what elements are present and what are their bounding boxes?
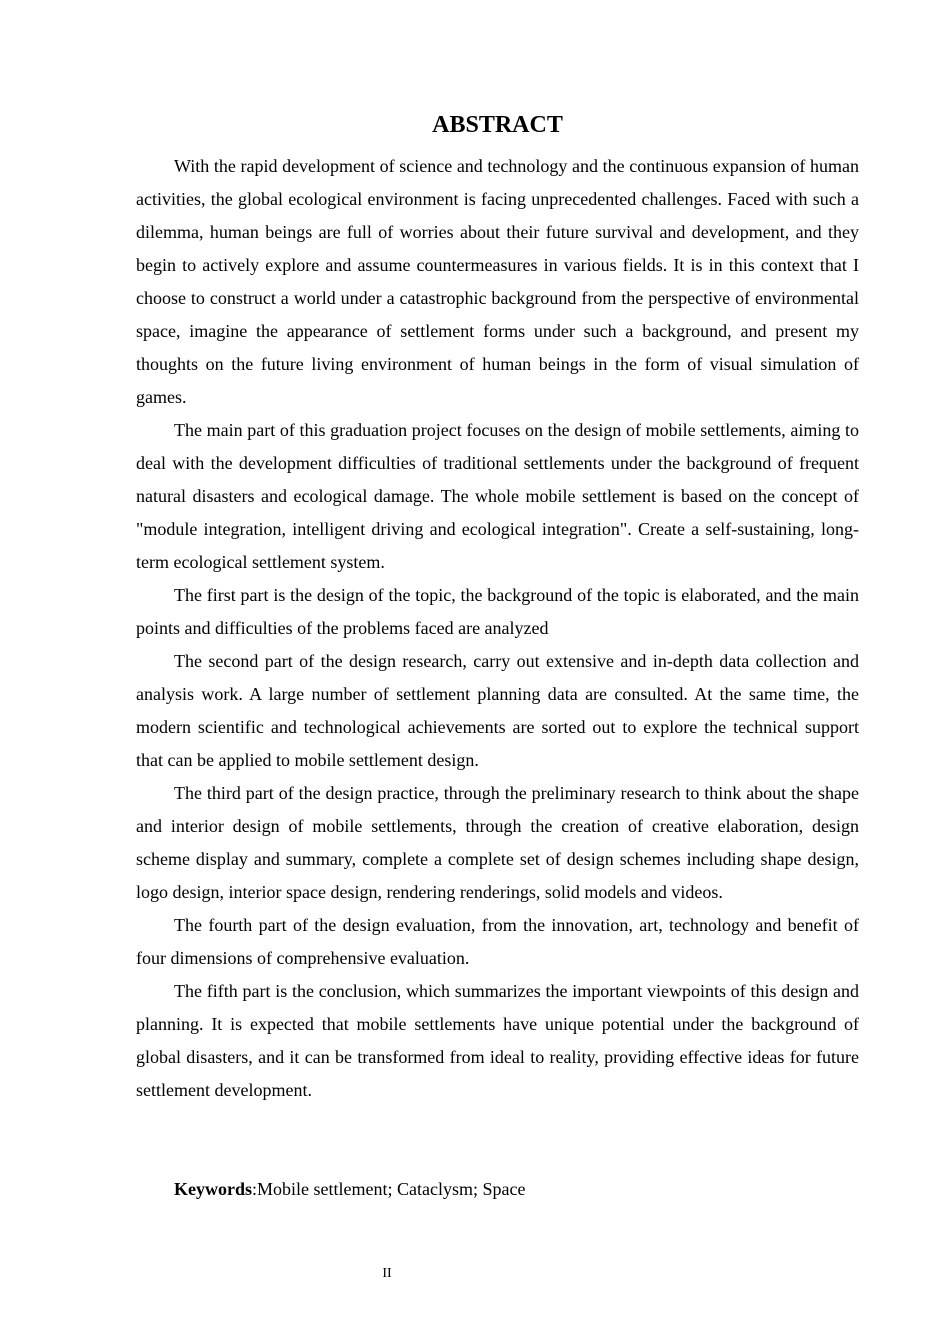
abstract-paragraph: The main part of this graduation project focuses on the design of mobile settlements, aiming to deal with the development difficulties of traditional settlements under the background of frequent natural disasters and ecological damage. The whole mobile settlement is based on the concept of "module integration, intelligent driving and ecological integration". Create a self-sustaining, long-term ecological settlement system. <box>136 420 859 572</box>
abstract-body <box>136 150 859 1107</box>
abstract-paragraph: With the rapid development of science and technology and the continuous expansion of human activities, the global ecological environment is facing unprecedented challenges. Faced with such a dilemma, human beings are full of worries about their future survival and development, and they begin to actively explore and assume countermeasures in various fields. It is in this context that I choose to construct a world under a catastrophic background from the perspective of environmental space, imagine the appearance of settlement forms under such a background, and present my thoughts on the future living environment of human beings in the form of visual simulation of games. <box>136 156 859 407</box>
abstract-paragraph: The fifth part is the conclusion, which summarizes the important viewpoints of this design and planning. It is expected that mobile settlements have unique potential under the background of global disasters, and it can be transformed from ideal to reality, providing effective ideas for future settlement development. <box>136 981 859 1100</box>
abstract-paragraph: The first part is the design of the topic, the background of the topic is elaborated, and the main points and difficulties of the problems faced are analyzed <box>136 585 859 638</box>
keywords-line <box>174 1173 525 1206</box>
abstract-title: ABSTRACT <box>432 112 563 138</box>
abstract-paragraph: The fourth part of the design evaluation, from the innovation, art, technology and benefit of four dimensions of comprehensive evaluation. <box>136 915 859 968</box>
abstract-paragraph: The third part of the design practice, through the preliminary research to think about the shape and interior design of mobile settlements, through the creation of creative elaboration, design scheme display and summary, complete a complete set of design schemes including shape design, logo design, interior space design, rendering renderings, solid models and videos. <box>136 783 859 902</box>
page-number: II <box>382 1266 392 1281</box>
abstract-paragraph: The second part of the design research, carry out extensive and in-depth data collection and analysis work. A large number of settlement planning data are consulted. At the same time, the modern scientific and technological achievements are sorted out to explore the technical support that can be applied to mobile settlement design. <box>136 651 859 770</box>
keywords-label: Keywords <box>174 1179 252 1199</box>
keywords-text: :Mobile settlement; Cataclysm; Space <box>252 1179 526 1199</box>
